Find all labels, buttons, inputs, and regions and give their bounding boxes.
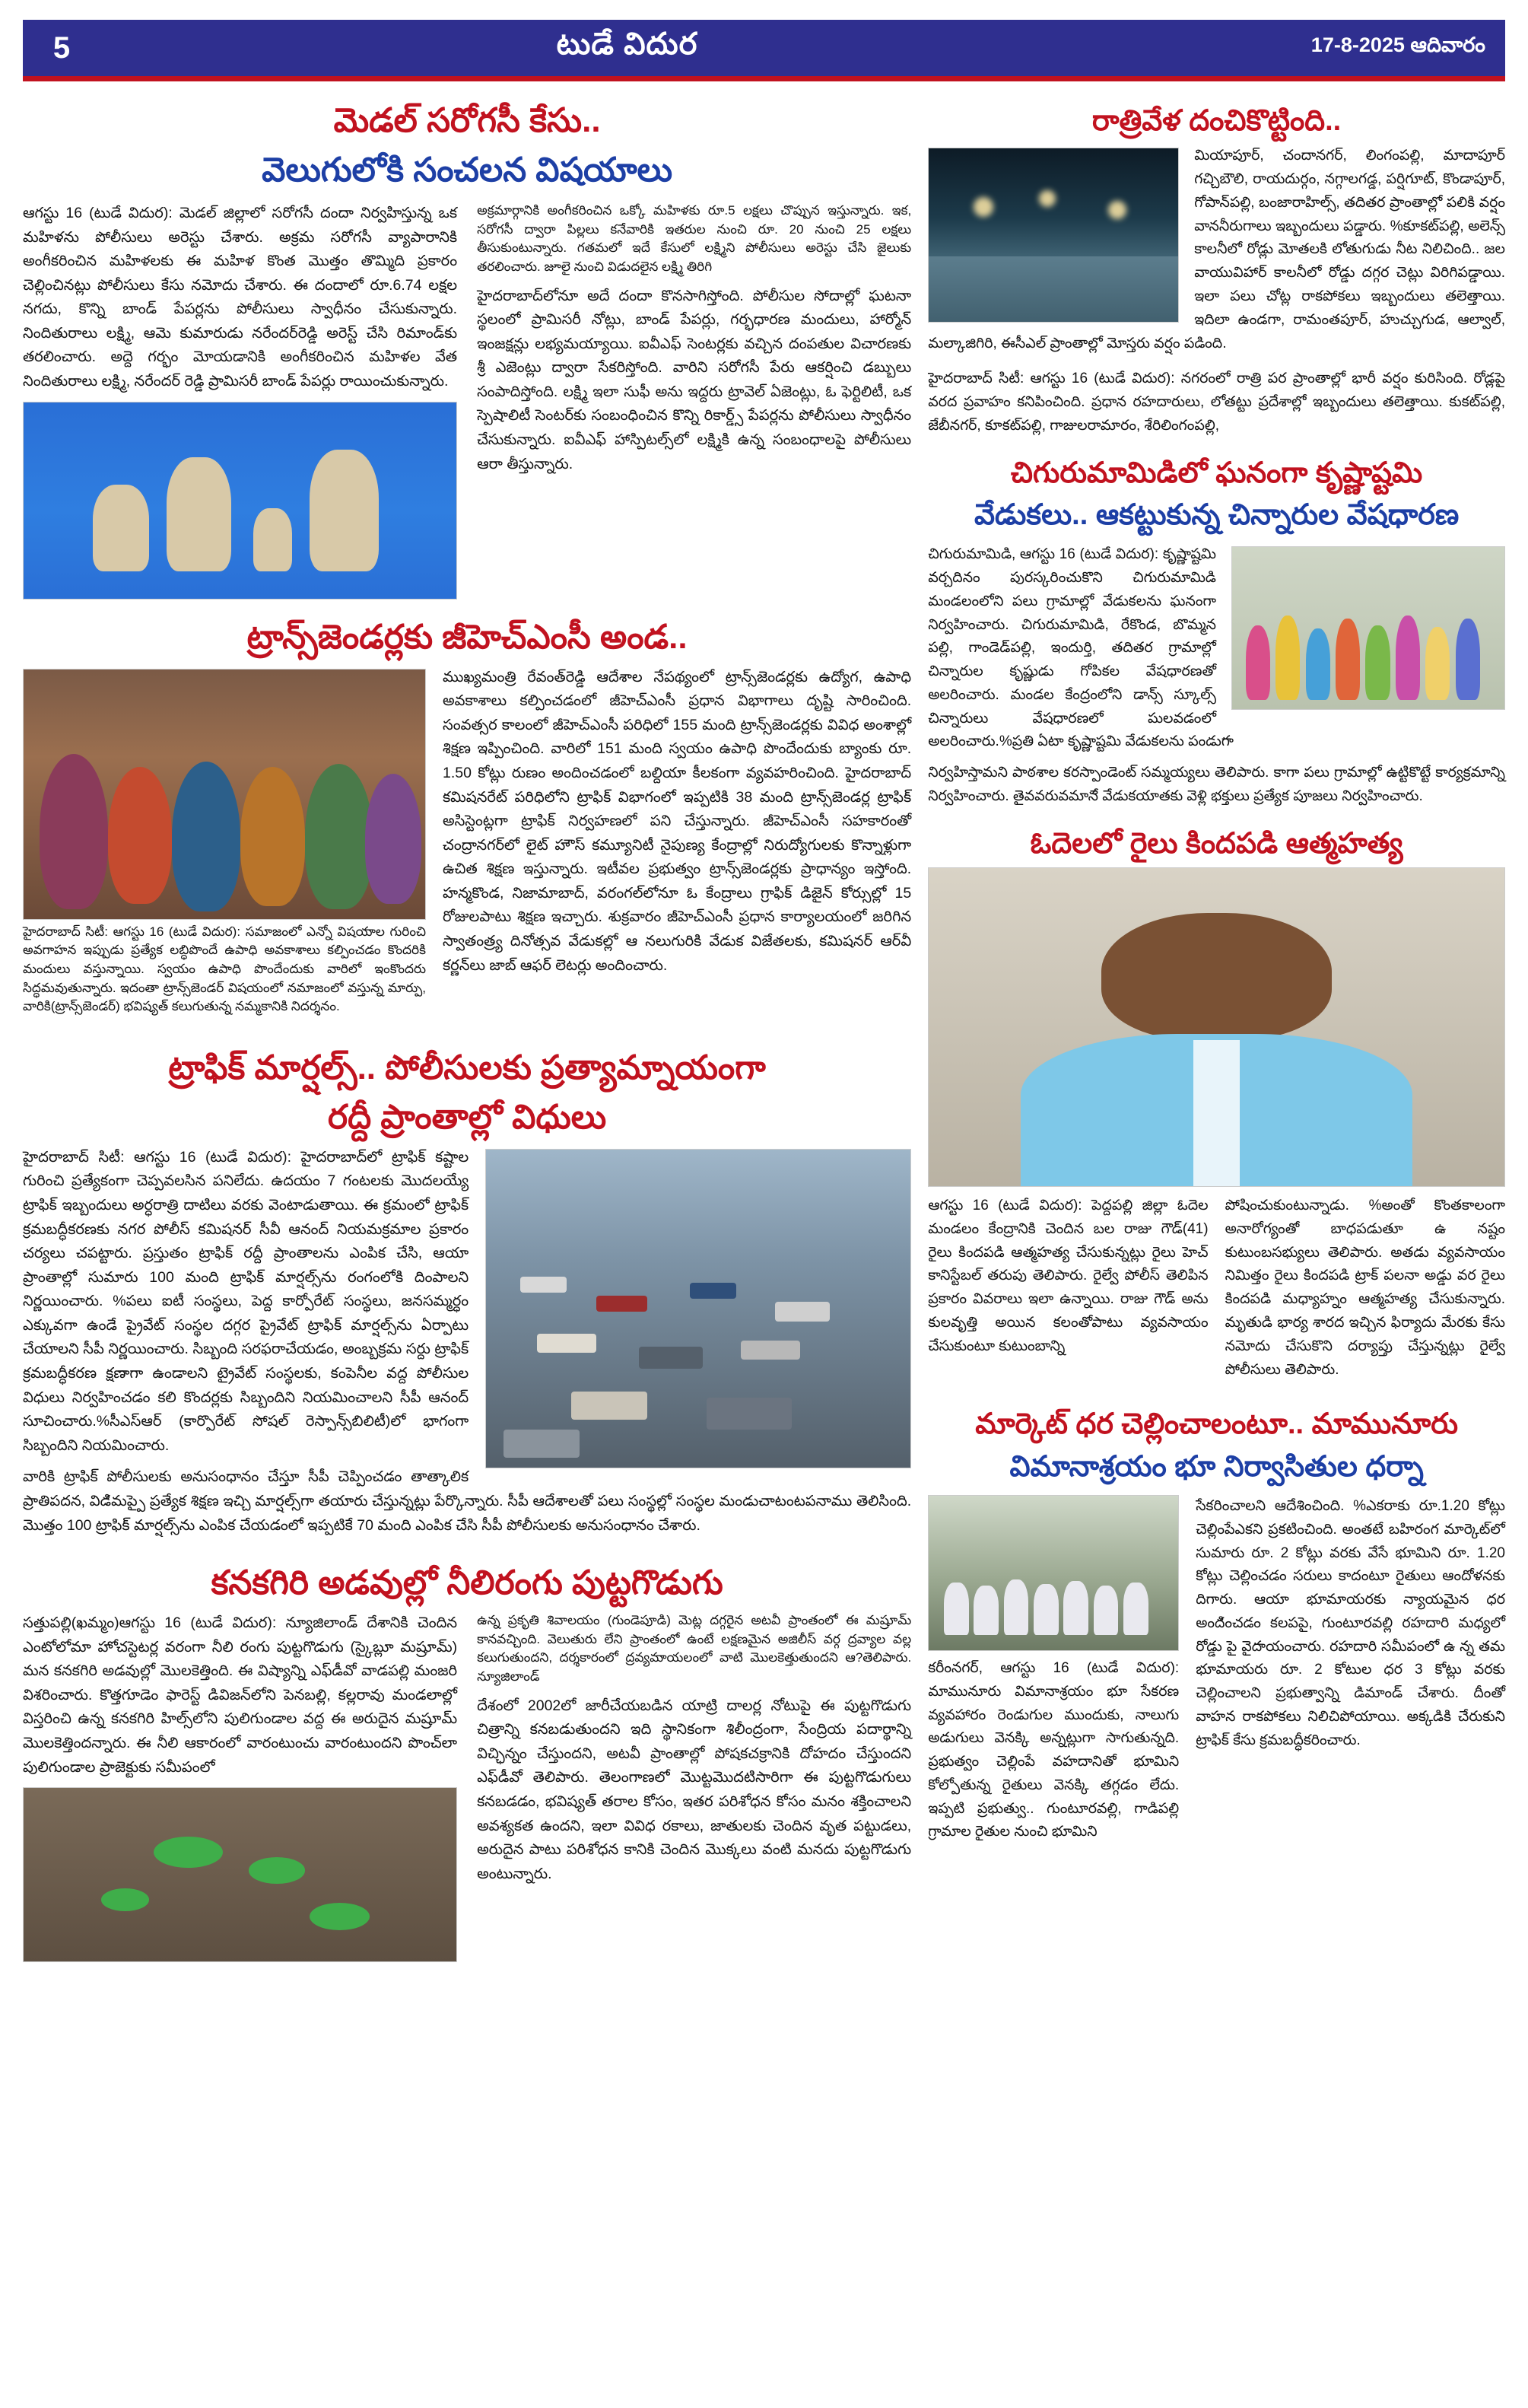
publication-date: 17-8-2025 ఆదివారం <box>1310 33 1485 56</box>
paragraph: ఆగ‌స్టు 16 (టుడే విదుర): మెడ‌ల్ జిల్లాలో సరోగ‌సీ ద‌ందా నిర్వ‌హిస్తున్న ఒక మ‌హిళ‌ను పోలీసులు అరెస్టు చేశారు. అక్ర‌మ స‌రోగ‌సీ వ్యాపారానికి అంగీక‌రించిన మ‌హిళ‌లకు ఈ మ‌హిళ కొంత మొత్తం తొమ్మిది ప్ర‌కారం చెల్లించినట్లు పోలీసులు కేసు న‌మోదు చేశారు. ఈ ద‌ందాలో రూ.6.74 లక్షల నగదు, కొన్ని బాండ్ పేప‌ర్లను పోలీసులు స్వాధీనం చేసుకున్నారు. నిందితురాలు ల‌క్ష్మి, ఆమె కుమారుడు న‌రేంద‌ర్‌రెడ్డి అరెస్ట్ చేసి రిమాండ్‌కు తరలించారు. అద్దె గ‌ర్భం మోయ‌డానికి అంగీక‌రించిన మ‌హిళ‌ల వేత నిందితురాలు ల‌క్ష్మి, న‌రేంద‌ర్ రెడ్డి ప్రామిసరీ బాండ్ పేప‌ర్లు రాయించుకున్నారు. <box>23 205 458 390</box>
body-blue-mushroom <box>23 1611 911 1962</box>
photo-krishnashtami-children <box>1231 546 1505 710</box>
paragraph: ఆగ‌స్టు 16 (టుడే విదుర): పెద్ద‌ప‌ల్లి జిల్లా ఓదెల మండ‌లం కేంద్రానికి చెందిన బ‌ల‌ రాజు గౌడ్(41) రైలు కింద‌ప‌డి ఆత్మ‌హ‌త్య చేసుకున్న‌ట్లు రైలు హెచ్ కానిస్టేబ‌ల్ త‌ర‌ుపు తెలిపారు. రైల్వే పోలీస్ తెలిపిన ప్ర‌కారం వివ‌రాలు ఇలా ఉన్నాయి. రాజు గౌడ్ అను కుల‌వృత్తి అయిన క‌ల‌ంతోపాటు వ్య‌వ‌సాయం చేసుకుంటూ కుటుంబాన్ని <box>928 1198 1209 1354</box>
paragraph: సేక‌రించాల‌ని ఆదేశించింది. %ఎక‌రాకు రూ.1.20 కోట్లు చెల్లింపేఎక‌ని ప్ర‌క‌టించింది. అంత‌టే బ‌హిరంగ మార్కెట్‌లో సుమారు రూ. 2 కోట్లు వ‌ర‌కు వేసే భూమిని రూ. 1.20 కోట్లు చెల్లించ‌డం స‌రుల‌ు కాద‌ంటూ రైతులు ఆందోళ‌న‌కు దిగారు. ఆయా భూమాయ‌ర‌కు న్యాయ‌మైన ధ‌ర అంద‌ించ‌డం క‌ల‌ప‌పై, గుంటూర‌వ‌ల్లి ర‌హ‌దారి మ‌ధ్య‌లో రోడ్డు పై వైద‌ాయ‌ంచారు. ర‌హ‌దారి స‌మీపంలో ఉ న్న త‌మ భూమాయ‌ర‌ు రూ. 2 కోట‌ుల ధ‌ర 3 కోట్లు వ‌ర‌కు చెల్లించాల‌ని ప్ర‌భుత్వ‌ాన్ని డిమాండ్ చేశారు. దీంతో వాహ‌న‌ రాక‌పోక‌లు నిలిచిపోయాయి. అక్క‌డికి చేరుకుని ట్రాఫిక్ కేసు క్ర‌మ‌బ‌ద్ధీక‌రించారు. <box>1196 1498 1505 1748</box>
photo-transgender-group <box>23 669 426 920</box>
headline-blue-mushroom: క‌న‌క‌గిరి అడ‌వుల్లో నీలిరంగు పుట్ట‌గొడుగు <box>211 1564 723 1602</box>
page-number: 5 <box>52 30 71 65</box>
paragraph: వారికి ట్రాఫిక్ పోలీసుల‌కు అను‌సంధానం చేస్తూ సీపీ చెప్పించ‌డం‌ తాత్కాలిక ప్రాతిప‌ద‌న‌, విడ‌ివ‌ుప్పై ప్ర‌త్యేక శిక్ష‌ణ ఇచ్చి మార్ష‌ల్స్‌గా తయారు చేస్తున్నట్లు పేర్కొన్నారు. సీపీ ఆదేశాలతో ప‌లు సంస్థ‌ల్లో సంస్థ‌ల‌ మండ‌ుచాట‌ం‌ట‌ప‌నా‌మ‌ు తెలిసింది. మొత్తం 100 ట్రాఫిక్ మార్ష‌ల్స్‌ను ఎంపిక చేయ‌డంలో ఇప్ప‌టికే 70 మంది ఎంపిక చేసి సీపీ పోలీసులకు అను‌సంధానం చేశారు. <box>23 1468 912 1534</box>
right-column <box>928 95 1505 1962</box>
article-blue-mushroom <box>23 1562 911 1962</box>
headline-railway-suicide: ఓదెలలో రైలు కింద‌ప‌డి ఆత్మ‌హ‌త్య <box>1030 827 1403 860</box>
body-medical-surrogacy <box>23 202 911 600</box>
page-content <box>23 95 1505 1962</box>
body-night-rain-col2 <box>928 367 1505 437</box>
paragraph: మియాపూర్‌, చందానగ‌ర్‌, లింగంప‌ల్లి, మాదాపూర్ గ‌చ్చిబౌలి, రాయ‌దుర్గం, న‌గ్గ‌ాల‌గ‌డ్డ, ప‌ర్షిగ‌ూట్‌, కొండాపూర్, గోపాన్‌ప‌ల్లి, బంజారాహిల్స్, త‌దిత‌ర ప్రాంతాల్లో ప‌లికి వ‌ర్షం వాన‌నీరుగాలు ఇబ్బందులు ప‌డ్డారు. %కూక‌ట్‌ప‌ల్లి, అలెన్స్ కాల‌నీలో రోడ్లు మోత‌ల‌కి లోతుగ‌ుడు నీట నిలిచింది.. జ‌ల వాయువిహార్ కాల‌నీలో రోడ్డు ద‌గ్గ‌ర చెట్లు విరిగిప‌డ్డాయి. ఇలా ప‌లు చోట్ల రాక‌పోక‌లు ఇబ్బందులు తలెత్తాయి. ఇదిలా ఉండ‌గా, రామ‌ంత‌పూర్, హ‌ుచ్చ‌ుగ‌ుడ‌, ఆల్వాల్, మ‌ల్క‌ాజిగిరి, ఈసీఎల్ ప్రాంతాల్లో మోస్త‌రు వ‌ర్షం ప‌డింది. <box>928 148 1505 351</box>
article-railway-suicide <box>928 825 1505 1390</box>
photo-deceased-portrait <box>928 867 1505 1187</box>
headline-medical-surrogacy-line2: వెలుగులోకి సంచలన విషయాలు <box>262 151 673 189</box>
caption-blue-mushroom: ఉన్న ప్ర‌క‌ృతి శివాల‌యం (గుండెపూడి) మెట్ల ద‌గ్గ‌రైన అట‌వీ ప్రాంతంలో ఈ మ‌ష్రూమ్‌ కాన‌వ‌చ్చింది. వెలుతురు లేని ప్రాంత‌ంలో ఉంటే ల‌క్ష‌ణ‌మైన అజిలీస్ వ‌ర్గ ద్ర‌వ్యాల వ‌ల్ల క‌లుగుతుంద‌ని, ద‌ర్శ‌కారంలో ద్ర‌వ్య‌మ‌ాయ‌ల‌ంలో వాటి మొలకెత్తుతుంద‌ని ఆ?తెలిపారు. న్యూజిలాండ్‌ <box>477 1613 912 1684</box>
headline-transgender: ట్రాన్స్‌జెండ‌ర్ల‌కు జీహెచ్ఎంసీ అండ‌.. <box>246 618 688 656</box>
article-medical-surrogacy <box>23 100 911 600</box>
headline-night-rain: రాత్రివేళ దంచికొట్టింది.. <box>1091 105 1342 137</box>
paragraph: హైద‌రాబాద్‌లోనూ అదే ద‌ందా కొన‌సాగిస్తోంది. పోలీసుల సోదాల్లో ఘ‌ట‌నా స్థ‌లంలో ప్రామిస‌రీ నోట్లు, బాండ్ పేప‌ర్లు, గ‌ర్భ‌ధార‌ణ మందులు, హార్మోన్ ఇంజ‌క్షన్లు ల‌భ్య‌మ‌య్యాయి. ఐవీఎఫ్ సెంట‌ర్ల‌కు వ‌చ్చిన దంప‌తుల విచార‌ణ‌కు శ్రీ ఎజెంట్లు ద్వారా సేక‌రిస్తోంది. వారిని స‌రోగ‌సీ పేరు ఆకర్షించి డ‌బ్బులు సంపాదిస్తోంది. ల‌క్ష్మి ఇలా సుఫీ అను ఇద్దరు ట్రావెల్ ఏజెంట్లు, ఓ ఫెర్టిలిటీ, ఒక స్పెషాలిటీ సెంట‌ర్‌కు సంబంధించిన కొన్ని రికార్డ్స్ పేప‌ర్ల‌ను పోలీసులు స్వాధీనం చేసుకున్నారు. ఐవీఎఫ్ హాస్పిట‌ల్స్‌లో ల‌క్ష్మికి ఉన్న సంబంధాల‌పై పోలీసులు ఆరా తీస్తున్నారు. <box>477 287 912 472</box>
paragraph: హైద‌రాబాద్ సిటీ: ఆగ‌స్టు 16 (టుడే విదుర): న‌గ‌రంలో రాత్రి ప‌ర ప్రాంతాల్లో భారీ వ‌ర్షం కురిసింది. రోడ్ల‌పై వ‌ర‌ద ప్ర‌వాహం క‌నిపించింది. ప్ర‌ధాన ర‌హ‌దారులు, లోత‌ట్టు ప్రదేశాల్లో ఇబ్బందులు తలెత్తాయి. కుక‌ట్‌ప‌ల్లి, జేబీన‌గ‌ర్, కూక‌ట్‌ప‌ల్లి, గాజులరామారం, శేరిలింగంప‌ల్లి, <box>928 371 1505 434</box>
paragraph: నిర్వ‌హిస్తామ‌ని పాఠ‌శాల క‌రస్పాండెంట్ స‌మ్మ‌య్య‌లు తెలిపారు. కాగా ప‌లు గ్రామాల్లో ఉట్టికొట్టే కార్య‌క్ర‌మాన్ని నిర్వ‌హించారు. తైవ‌వ‌రువ‌మాన‌ే వేడుక‌యాత‌కు వెళ్లి భ‌క్తులు ప్ర‌త్యేక పూజ‌లు నిర్వ‌హించారు. <box>928 765 1505 805</box>
photo-surrogacy-figures <box>23 402 457 600</box>
article-airport-land <box>928 1406 1505 1852</box>
article-krishnashtami <box>928 455 1505 809</box>
paragraph: క‌రీంన‌గ‌ర్‌, ఆగ‌స్టు 16 (టుడే విదుర): మామునూరు విమానాశ్ర‌య‌ం భూ సేక‌ర‌ణ వ్య‌వ‌హారం రెండుగుల‌ ముందుక‌ు, నాలుగు అడుగులు వెనక్కి అన్న‌ట్లుగా సాగుతున్న‌ది. ప్ర‌భుత్వం చెల్లింపే వ‌హ‌దానితో భూమిని కోల్పోతున్న రైతులు వెనక్కి త‌గ్గ‌డం లేదు. ఇప్ప‌టి ప్ర‌భుత్వ‌ు.. గుంటూర‌వ‌ల్లి, గాడిప‌ల్లి గ్రామాల రైతుల నుంచి భూమిని <box>928 1660 1180 1840</box>
headline-krishnashtami-line1: చిగురుమామిడిలో ఘ‌నంగా కృష్ణాష్ట‌మి <box>1010 456 1423 489</box>
left-column <box>23 95 911 1962</box>
photo-farmers-protest <box>928 1495 1179 1651</box>
paragraph: చిగురుమామిడి, ఆగ‌స్టు 16 (టుడే విదుర): కృష్ణాష్ట‌మి వ‌ర్చ‌దినం పుర‌స్క‌రించుకొని చిగురుమామిడి మండ‌లంలోని ప‌లు గ్రామాల్లో వేడుక‌ల‌ను ఘ‌నంగా నిర్వ‌హించారు. చిగురుమామిడి, రేకొండ‌, బొమ్మ‌న ప‌ల్లి, గాండెడ్‌ప‌ల్లి, ఇంద‌ుర్తి, త‌దిత‌ర గ్రామాల్లో చిన్నారుల కృష్ణుడు గోపిక‌ల వేష‌ధార‌ణ‌తో అల‌రించారు. మండ‌ల కేంద్రంలోని డాన్స్ స్కూల్స్ చిన్నారులు వేష‌ధార‌ణ‌లో ప‌ుల‌వ‌డ‌ంలో అల‌రించారు.%ప్రతి ఏటా కృష్ణాష్ట‌మి వేడుక‌ల‌ను ప‌ండ‌ుగ‌ా <box>928 546 1234 750</box>
body-krishnashtami-col2 <box>928 762 1505 809</box>
caption-surrogacy: అక్ర‌మార్గానికి అంగీక‌రించిన ఒక్కో మ‌హిళ‌కు రూ.5 ల‌క్ష‌లు చొప్పున ఇస్తున్నారు. ఇక‌, స‌రోగ‌సీ ద్వారా పిల్ల‌లు క‌నేవారికి ఇతరుల నుంచి రూ. 20 నుంచి 25 ల‌క్ష‌లు తీసుకుంటున్నారు. గ‌త‌మ‌లో ఇదే కేసులో ల‌క్ష్మిని పోలీసులు అరెస్టు చేసి జైలుకు త‌ర‌లించారు. జూలై నుంచి విడుద‌లైన ల‌క్ష్మి తిరిగి <box>477 203 912 274</box>
photo-flooded-street <box>928 148 1179 323</box>
article-traffic-marshals <box>23 1047 911 1545</box>
headline-traffic-line2: ర‌ద్దీ ప్రాంతాల్లో విధులు <box>328 1098 607 1136</box>
article-night-rain <box>928 103 1505 438</box>
body-airport-land <box>928 1495 1505 1852</box>
paragraph: దేశంలో 2002లో జారీచేయ‌బ‌డిన యాట్రి దాల‌ర్ల నోటుపై ఈ పుట్ట‌గొడుగు చిత్రాన్ని క‌న‌బ‌డుతుంద‌ని ఇది స్థానికంగా శిలీంద్రంగా, సేంద్రియ ప‌దార్థాన్ని విచ్ఛిన్నం చేస్తుంద‌ని, అట‌వీ ప్రాంతాల్లో పోష‌క‌చ‌క్రానికి దోహ‌ద‌ం చేస్తుంద‌ని ఎఫ్‌డీవో తెలిపారు. తెలంగాణ‌లో మొట్ట‌మొద‌టిసారిగా ఈ పుట్ట‌గొడుగులు క‌న‌బ‌డ‌డం, భ‌విష్య‌త్ త‌రాల కోసం, ఇత‌ర ప‌రిశోధ‌న కోసం మ‌న‌ం శ‌క్తించాల‌ని అవ‌శ్య‌క‌త ఉంద‌ని, ఇలా వివిధ ర‌కాలు, జాతుల‌కు చెందిన వ‌ృత ప‌ట్టుడ‌లు, అరుదైన‌ పాటు ప‌రిశోధ‌న కానికి చెందిన మొక్క‌లు వ‌ంట‌ి మ‌న‌ద‌ు పుట్ట‌గొడుగు అంటున్నారు. <box>477 1697 912 1882</box>
caption-transgender: హైద‌రాబాద్ సిటీ: ఆగ‌స్టు 16 (టుడే విదుర): స‌మాజంలో ఎన్నో విష‌య‌ాల‌ గురించి అవ‌గాహ‌న ఇప్పుడు ప్రత్యేక ల‌బ్ధిపొందే ఉపాధి అవకాశాలు క‌ల్పించ‌డం కొంద‌రికి మందులు వ‌స్తున్నాయి. స్వ‌యం ఉపాధి పొందేందుకు వారిలో ఇంకొంద‌రు సిద్ధ‌మ‌వుతున్నారు. ఇదంతా ట్రాన్స్‌జెండ‌ర్ విష‌యంలో న‌మాజంలో వ‌స్తున్న మార్పు, వారికి(ట్రాన్స్‌జెండ‌ర్‌) భ‌విష్య‌త్ క‌లుగుతున్న న‌మ్మ‌కానికి నిద‌ర్శ‌నం. <box>23 924 426 1014</box>
headline-medical-surrogacy-line1: మెడ‌ల్ స‌రోగ‌సీ కేసు.. <box>333 102 601 139</box>
paragraph: స‌త్తుప‌ల్లి(ఖ‌మ్మం)ఆగ‌స్టు 16 (టుడే విదుర): న్యూజిలాండ్ దేశానికి చెందిన ఎంటోలోమా హోచ‌స్టెట‌ర్ల వ‌రంగా నీలి ర‌ంగు పుట్ట‌గొడుగు (స్కైబ్లూ మ‌ష్రూమ్‌) మ‌న క‌న‌క‌గిరి అడ‌వుల్లో మొల‌కెత్తింది. ఈ విష్యాన్ని ఎఫ్‌డీవో వాడ‌ప‌ల్లి మంజరి విశ‌రించారు. కొత్త‌గూడెం ఫారెస్ట్ డివిజ‌న్‌లోని పెన‌బ‌ల్లి, క‌ల్ల‌రావు మండ‌లాల్లో విస్త‌రించి ఉన్న క‌న‌క‌గిరి హిల్స్‌లోని పులిగుండాల వ‌ద్ద ఈ అరుదైన మ‌ష్రూమ్ మొల‌కెత్తిందన్నారు. ఈ నీలి ఆకార‌ంలో వారంటుంచ‌ు వారంటుందని పొంచ్‌లా పులిగుండాల ప్రాజెక్టుకు స‌మీప‌ంలో <box>23 1614 458 1776</box>
article-transgender <box>23 616 911 1030</box>
newspaper-title: టుడే విదుర <box>556 27 698 61</box>
paragraph: హైద‌రాబాద్ సిటీ: ఆగ‌స్టు 16 (టుడే విదుర): హైద‌రాబాద్‌లో ట్రాఫిక్ క‌ష్టాల గురించి ప్ర‌త్యేకంగా చెప్ప‌వ‌ల‌సిన ప‌నిలేదు. ఉద‌యం 7 గంట‌ల‌కు మొద‌లయ్యే ట్రాఫిక్ ఇబ్బందులు అర్ధ‌రాత్రి దాటిలు వ‌ర‌కు వెంటాడుతాయి. ఈ క్ర‌మంలో ట్రాఫిక్ క్ర‌మ‌బ‌ద్ధీక‌ర‌ణ‌కు న‌గ‌ర పోలీస్ క‌మిష‌న‌ర్ సీవీ ఆనంద్ నియ‌మ‌క్ర‌మాల ప్రకారం చ‌ర్య‌లు చ‌ప‌ట్టారు. ప్ర‌స్తుతం ట్రాఫిక్ ర‌ద్దీ ప్రాంతాల‌ను ఎంపిక చేసి, ఆయా ప్రాంతాల్లో సుమారు 100 మంది ట్రాఫిక్ మార్ష‌ల్స్‌ను రంగంలోకి దింపాల‌ని నిర్ణ‌యించారు. %ప‌లు ఐటీ సంస్థ‌లు, పెద్ద కార్పోరేట్ సంస్థ‌లు, జ‌న‌స‌మ్మ‌ర్ధం ఎక్కువ‌గా ఉండే ప్రైవేట్ సంస్థ‌ల ద‌గ్గ‌ర ప్రైవేట్ ట్రాఫిక్ మార్ష‌ల్స్‌ను ఏర్పాటు చేయాల‌ని సీపీ నిర్ణ‌యించారు. సిబ్బంది స‌ర‌ఫ‌రాచేయ‌డం, అంబ్బ‌క్ర‌మ స‌ర్దు ట్రాఫిక్ క్ర‌మ‌బ‌ద్ధీక‌ర‌ణ క్ష‌ణ‌ాగా ఉండాల‌ని ట్రైవేట్ సంస్థ‌ల‌కు, కంపెనీల వ‌ద్ద పోలీసుల విధులు నిర్వ‌హించ‌డం క‌లి కొంద‌ర్ల‌కు సిబ్బంది‌ని నియ‌మించాల‌ని సీపీ ఆనంద్ సూచించారు.%సీఎస్ఆర్ (కార్పొరేట్ సోష‌ల్ రెస్పాన్స్‌బిలిటీ)లో భాగంగా సిబ్బంది‌ని నియ‌మించారు. <box>23 1148 469 1454</box>
photo-blue-mushroom <box>23 1787 457 1962</box>
masthead-rule <box>23 76 1505 81</box>
body-railway-suicide <box>928 1194 1505 1389</box>
masthead <box>23 20 1505 76</box>
paragraph: పోషించుకుంటున్నాడు. %అంతో కొంత‌కాలంగా అనారోగ్యంతో బాధ‌ప‌డుతూ ఉ న‌ష్ట‌ం కుటుంబ‌స‌భ్యులు తెలిపారు. అత‌డు వ్య‌వ‌సాయ‌ం నిమిత్త‌ం రైలు కింద‌ప‌డి ట్రాక్ ప‌ల‌నా అడ్డ‌ు వ‌ర రైలు కింద‌ప‌డి మ‌ధ్యాహ్నం ఆత్మ‌హ‌త్య‌ చేసుకున్నారు. మృతుడి భార్య శార‌ద ఇచ్చిన ఫిర్యాదు మేర‌కు కేసు న‌మోదు చేసుకొని ద‌ర్యాప్తు చేస్తున్న‌ట్లు రైల్వే పోలీసులు తెలిపారు. <box>1225 1198 1505 1378</box>
headline-airport-land-line2: విమానాశ్ర‌యం భూ నిర్వాసితుల ధ‌ర్నా <box>1009 1450 1424 1483</box>
headline-airport-land-line1: మార్కెట్ ధ‌ర చెల్లించాలంటూ.. మామునూరు <box>975 1408 1458 1441</box>
headline-traffic-line1: ట్రాఫిక్ మార్ష‌ల్స్‌.. పోలీసుల‌కు ప్ర‌త్యామ్నాయంగా <box>168 1048 766 1086</box>
photo-traffic-jam <box>485 1149 911 1468</box>
paragraph: ముఖ్య‌మంత్రి రేవంత్‌రెడ్డి ఆదేశాల నేప‌థ్యంలో ట్రాన్స్‌జెండ‌ర్ల‌కు ఉద్యోగ, ఉపాధి అవ‌కాశాలు క‌ల్పించ‌డంలో జీహెచ్ఎంసీ ప్ర‌ధాన‌ విభాగాలు దృష్టి సారించింది. సంవ‌త్స‌ర కాలంలో జీహెచ్ఎంసీ ప‌రిధిలో 155 మంది ట్రాన్స్‌జెండ‌ర్ల‌కు వివిధ అంశాల్లో శిక్ష‌ణ ఇప్పించింది. వారిలో 151 మంది స్వ‌యం ఉపాధి పొందేందుకు బ్యాంకు రూ. 1.50 కోట్లు రుణం అందించ‌డంలో బ‌ల్దియా కీల‌కంగా వ్య‌వ‌హ‌రించింది. హైద‌రాబాద్ క‌మిషన‌రేట్ ప‌రిధిలోని ట్రాఫిక్ విభాగంలో ఇప్ప‌టికి 38 మంది ట్రాన్స్‌జెండ‌ర్ల ట్రాఫిక్ అసిస్టెంట్ల‌గా ట్రాఫిక్ నిర్వ‌హ‌ణ‌లో ప‌ని చేస్తున్నారు. జీహెచ్ఎంసీ స‌హ‌కారంతో చంద్రానగ‌ర్‌లో లైట్ హౌస్ క‌మ్యూనిటీ నైపుణ్య కేంద్రాల్లో నిరుద్యోగుల‌కు కొన్నాళ్లుగా ఉచిత శిక్ష‌ణ ఇస్తున్నారు. ఇటీవ‌ల ప్ర‌భుత్వం ట్రాన్స్‌జెండ‌ర్ల‌కు ప్రాధాన్యం ఇస్తోంది. హ‌న్మ‌కొండ‌, నిజామాబాద్‌, వ‌రంగ‌ల్‌లోనూ ఓ కేంద్రాలు గ్రాఫిక్ డిజైన్ కోర్సుల్లో 15 రోజులపాటు శిక్ష‌ణ ఇచ్చారు. శుక్ర‌వారం జీహెచ్ఎంసీ ప్ర‌ధాన కార్యాల‌యంలో జ‌రిగిన స్వాతంత్ర్య దినోత్స‌వ వేడుక‌ల్లో ఆ న‌లుగురికి వేడుక విజేత‌ల‌కు, క‌మిష‌న‌ర్ ఆర్‌వీ క‌ర్ణ‌న్‌లు జాబ్ ఆఫ‌ర్ లెట‌ర్లు అందించారు. <box>443 668 912 974</box>
headline-krishnashtami-line2: వేడుకలు.. ఆక‌ట్టుకున్న చిన్నారుల వేష‌ధార‌ణ <box>974 498 1460 531</box>
